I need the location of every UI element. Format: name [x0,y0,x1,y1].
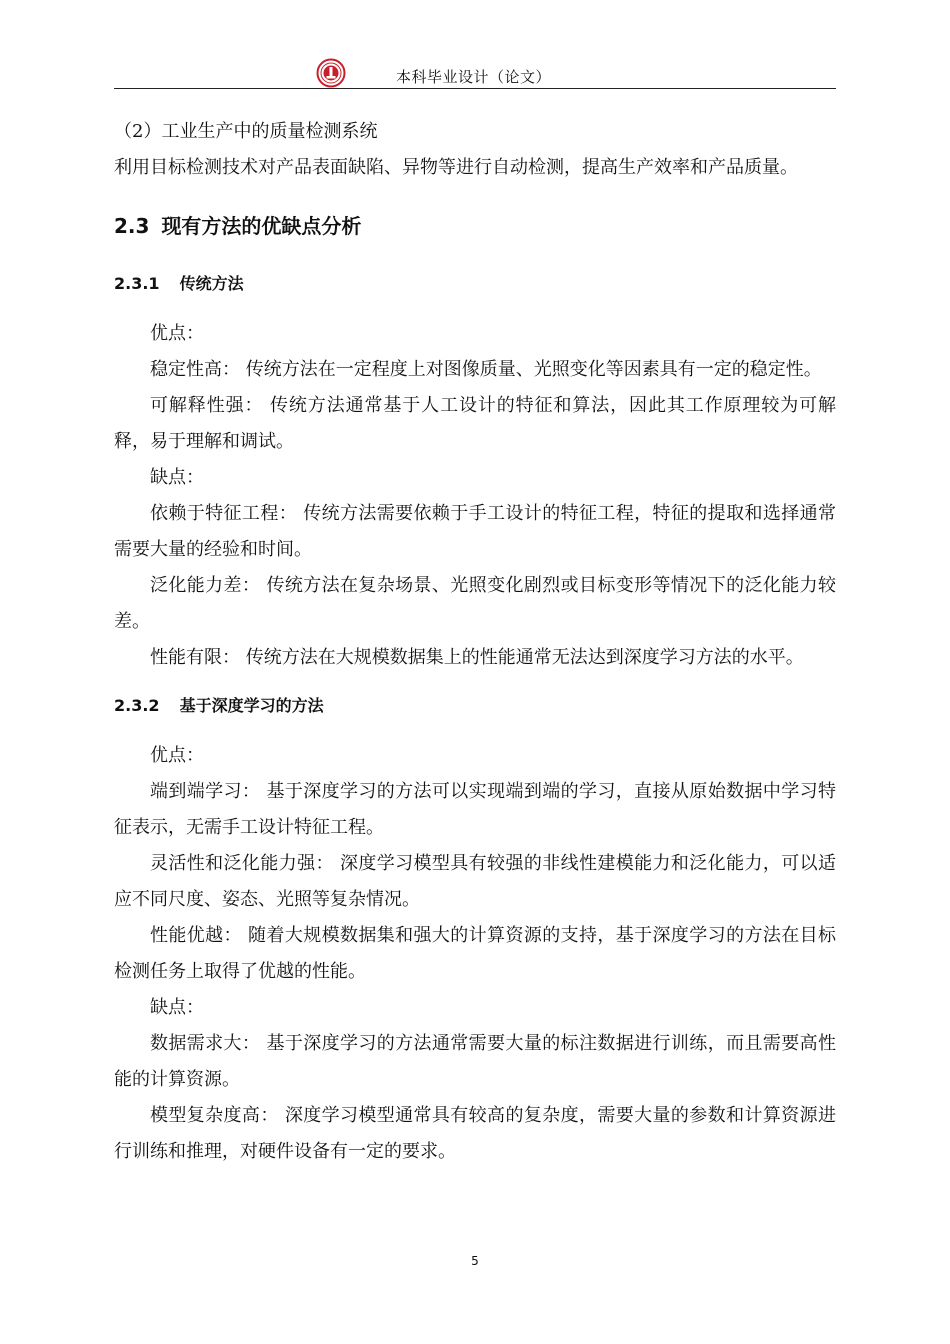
section-title: 现有方法的优缺点分析 [161,214,362,238]
page-header [114,60,836,89]
pros-label: 优点： [150,323,204,344]
cons-item [114,1026,836,1098]
pros-item [114,352,836,388]
term: 泛化能力差： [150,575,261,596]
subsection-title: 传统方法 [179,274,244,293]
page-number: 5 [471,1254,479,1268]
term: 数据需求大： [150,1033,261,1054]
term: 端到端学习： [150,781,261,802]
cons-item [114,640,836,676]
cons-label: 缺点： [150,467,204,488]
description: 传统方法通常基于人工设计的特征和算法，因此其工作原理较为可解释，易于理解和调试。 [114,395,837,452]
university-seal-icon [316,58,346,88]
subsection-heading-1 [114,268,836,300]
cons-label: 缺点： [150,997,204,1018]
intro-item-text: 利用目标检测技术对产品表面缺陷、异物等进行自动检测，提高生产效率和产品质量。 [114,157,798,178]
section-heading [114,206,836,246]
intro-item-label: （2）工业生产中的质量检测系统 [114,121,378,142]
description: 随着大规模数据集和强大的计算资源的支持，基于深度学习的方法在目标检测任务上取得了优越的性能。 [114,925,836,982]
pros-item [114,774,836,846]
term: 可解释性强： [150,395,264,416]
description: 传统方法需要依赖于手工设计的特征工程，特征的提取和选择通常需要大量的经验和时间。 [114,503,836,560]
term: 性能优越： [150,925,242,946]
cons-item [114,496,836,568]
description: 传统方法在复杂场景、光照变化剧烈或目标变形等情况下的泛化能力较差。 [114,575,837,632]
subsection-title: 基于深度学习的方法 [179,696,324,715]
description: 传统方法在一定程度上对图像质量、光照变化等因素具有一定的稳定性。 [245,359,822,380]
pros-item [114,846,836,918]
header-title: 本科毕业设计（论文） [396,68,552,86]
description: 基于深度学习的方法通常需要大量的标注数据进行训练，而且需要高性能的计算资源。 [114,1033,837,1090]
description: 基于深度学习的方法可以实现端到端的学习，直接从原始数据中学习特征表示，无需手工设计特征工程。 [114,781,837,838]
description: 深度学习模型具有较强的非线性建模能力和泛化能力，可以适应不同尺度、姿态、光照等复杂情况。 [114,853,836,910]
term: 性能有限： [150,647,240,668]
cons-item [114,568,836,640]
term: 模型复杂度高： [150,1105,279,1126]
description: 深度学习模型通常具有较高的复杂度，需要大量的参数和计算资源进行训练和推理，对硬件设备有一定的要求。 [114,1105,836,1162]
section-number: 2.3 [114,214,150,238]
subsection-number: 2.3.2 [114,696,160,715]
pros-label: 优点： [150,745,204,766]
description: 传统方法在大规模数据集上的性能通常无法达到深度学习方法的水平。 [245,647,804,668]
term: 稳定性高： [150,359,240,380]
cons-item [114,1098,836,1170]
term: 灵活性和泛化能力强： [150,853,334,874]
subsection-number: 2.3.1 [114,274,160,293]
page-body [114,114,836,1170]
subsection-heading-2 [114,690,836,722]
pros-item [114,918,836,990]
term: 依赖于特征工程： [150,503,298,524]
pros-item [114,388,836,460]
